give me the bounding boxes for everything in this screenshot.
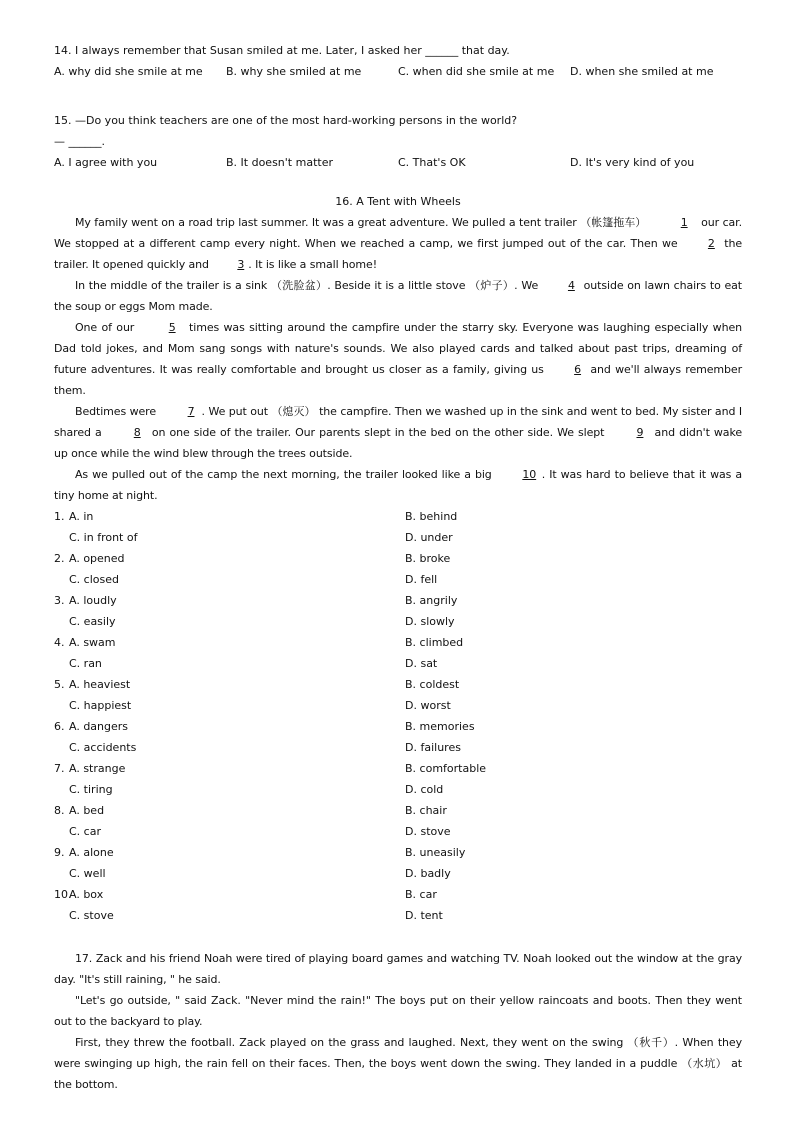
blank-7: 7 <box>187 405 195 418</box>
option-d: D. stove <box>405 825 451 838</box>
option-c: C. easily <box>69 615 116 628</box>
option-a: A. dangers <box>69 720 129 733</box>
passage-paragraph: First, they threw the football. Zack played on the grass and laughed. Next, they went on the swing （秋千）. When they were swinging up high, the rain fell on their faces. Then, the boys went down the swing. They landed in a puddle （水坑） at the bottom. <box>54 1036 742 1091</box>
option-a: A. loudly <box>69 594 117 607</box>
blank-6: 6 <box>574 363 582 376</box>
option-a: A. swam <box>69 636 116 649</box>
item-number: 3. <box>54 594 65 607</box>
options-grid <box>54 506 742 926</box>
option-row <box>54 800 742 821</box>
option-row <box>54 905 742 926</box>
option-row <box>54 884 742 905</box>
option-row <box>54 758 742 779</box>
item-number: 8. <box>54 804 65 817</box>
passage-paragraph <box>54 317 742 401</box>
option-row <box>54 548 742 569</box>
option-b: B. behind <box>405 510 458 523</box>
item-number: 7. <box>54 762 65 775</box>
passage-text: My family went on a road trip last summer. It was a great adventure. We pulled a tent trailer （帐篷拖车） <box>75 216 650 229</box>
option-b: B. uneasily <box>405 846 466 859</box>
question-16 <box>54 191 742 926</box>
blank-10: 10 <box>522 468 537 481</box>
option-c: C. when did she smile at me <box>398 65 555 78</box>
answer-blank: — ______. <box>54 135 105 148</box>
item-number: 2. <box>54 552 65 565</box>
option-d: D. failures <box>405 741 461 754</box>
option-b: B. angrily <box>405 594 458 607</box>
option-c: C. accidents <box>69 741 137 754</box>
option-row <box>54 632 742 653</box>
option-b: B. why she smiled at me <box>226 65 362 78</box>
option-c: C. That's OK <box>398 156 466 169</box>
option-b: B. coldest <box>405 678 460 691</box>
passage-text: One of our <box>75 321 139 334</box>
option-c: C. well <box>69 867 106 880</box>
passage-text: the trailer. It opened quickly and <box>54 237 742 271</box>
option-row <box>54 611 742 632</box>
blank-1: 1 <box>680 216 688 229</box>
option-row <box>54 569 742 590</box>
option-row <box>54 821 742 842</box>
blank-9: 9 <box>636 426 644 439</box>
option-c: C. in front of <box>69 531 138 544</box>
option-d: D. when she smiled at me <box>570 65 714 78</box>
option-b: B. climbed <box>405 636 464 649</box>
passage-text: outside on lawn chairs to eat the soup or eggs Mom made. <box>54 279 742 313</box>
item-number: 1. <box>54 510 65 523</box>
blank-5: 5 <box>168 321 176 334</box>
option-a: A. opened <box>69 552 125 565</box>
option-row <box>54 716 742 737</box>
passage-paragraph <box>54 401 742 464</box>
passage-paragraph <box>54 275 742 317</box>
passage-text: on one side of the trailer. Our parents slept in the bed on the other side. We slept <box>147 426 609 439</box>
option-c: C. car <box>69 825 101 838</box>
option-a: A. bed <box>69 804 105 817</box>
option-row <box>54 842 742 863</box>
option-a: A. strange <box>69 762 126 775</box>
passage-text: Bedtimes were <box>75 405 160 418</box>
option-row <box>54 590 742 611</box>
item-number: 9. <box>54 846 65 859</box>
option-b: B. car <box>405 888 437 901</box>
passage-title: 16. A Tent with Wheels <box>335 195 461 208</box>
question-stem: 14. I always remember that Susan smiled at me. Later, I asked her ______ that day. <box>54 44 510 57</box>
passage-text: our car. We stopped at a different camp every night. When we reached a camp, we first jumped out of the car. Then we <box>54 216 742 250</box>
item-number: 6. <box>54 720 65 733</box>
option-d: D. cold <box>405 783 444 796</box>
option-c: C. closed <box>69 573 119 586</box>
option-row <box>54 779 742 800</box>
option-row <box>54 506 742 527</box>
passage-paragraph: 17. Zack and his friend Noah were tired of playing board games and watching TV. Noah looked out the window at the gray day. "It's still raining, " he said. <box>54 952 742 986</box>
option-b: B. comfortable <box>405 762 487 775</box>
option-row <box>54 695 742 716</box>
option-b: B. memories <box>405 720 475 733</box>
option-d: D. slowly <box>405 615 455 628</box>
option-d: D. sat <box>405 657 438 670</box>
passage-paragraph <box>54 464 742 506</box>
option-a: A. I agree with you <box>54 156 158 169</box>
option-a: A. why did she smile at me <box>54 65 203 78</box>
question-17 <box>54 948 742 1095</box>
option-row <box>54 863 742 884</box>
option-d: D. It's very kind of you <box>570 156 695 169</box>
item-number: 5. <box>54 678 65 691</box>
option-a: A. alone <box>69 846 114 859</box>
option-d: D. worst <box>405 699 451 712</box>
option-d: D. under <box>405 531 453 544</box>
passage-text: and we'll always remember them. <box>54 363 742 397</box>
question-15 <box>54 110 742 173</box>
option-a: A. in <box>69 510 94 523</box>
passage-paragraph <box>54 212 742 275</box>
option-d: D. tent <box>405 909 443 922</box>
blank-3: 3 <box>237 258 245 271</box>
blank-4: 4 <box>567 279 575 292</box>
passage-paragraph: "Let's go outside, " said Zack. "Never mind the rain!" The boys put on their yellow raincoats and boots. Then they went out to the backyard to play. <box>54 994 742 1028</box>
answer-options <box>54 152 742 173</box>
option-row <box>54 737 742 758</box>
option-row <box>54 653 742 674</box>
passage-text: and didn't wake up once while the wind blew through the trees outside. <box>54 426 742 460</box>
passage-text: As we pulled out of the camp the next morning, the trailer looked like a big <box>75 468 496 481</box>
option-a: A. heaviest <box>69 678 131 691</box>
option-c: C. happiest <box>69 699 132 712</box>
passage-text: . It is like a small home! <box>248 258 378 271</box>
option-row <box>54 674 742 695</box>
passage-text: In the middle of the trailer is a sink （洗脸盆）. Beside it is a little stove （炉子）. We <box>75 279 542 292</box>
passage-text: times was sitting around the campfire under the starry sky. Everyone was laughing especially when Dad told jokes, and Mom sang songs with nature's sounds. We also played cards and talked about past trips, dreaming of future adventures. It was really comfortable and brought us closer as a family, giving us <box>54 321 742 376</box>
passage-text: . It was hard to believe that it was a tiny home at night. <box>54 468 742 502</box>
option-a: A. box <box>69 888 104 901</box>
option-b: B. chair <box>405 804 447 817</box>
question-stem: 15. —Do you think teachers are one of the most hard-working persons in the world? <box>54 114 518 127</box>
question-14 <box>54 40 742 82</box>
option-c: C. ran <box>69 657 102 670</box>
option-d: D. fell <box>405 573 438 586</box>
item-number: 10. <box>54 888 72 901</box>
passage-text: . We put out （熄灭） the campfire. Then we washed up in the sink and went to bed. My sister and I shared a <box>54 405 742 439</box>
option-c: C. stove <box>69 909 114 922</box>
option-c: C. tiring <box>69 783 113 796</box>
answer-options <box>54 61 742 82</box>
option-b: B. It doesn't matter <box>226 156 333 169</box>
option-row <box>54 527 742 548</box>
blank-8: 8 <box>133 426 141 439</box>
exam-page <box>54 40 742 1095</box>
blank-2: 2 <box>707 237 715 250</box>
option-d: D. badly <box>405 867 451 880</box>
option-b: B. broke <box>405 552 451 565</box>
item-number: 4. <box>54 636 65 649</box>
